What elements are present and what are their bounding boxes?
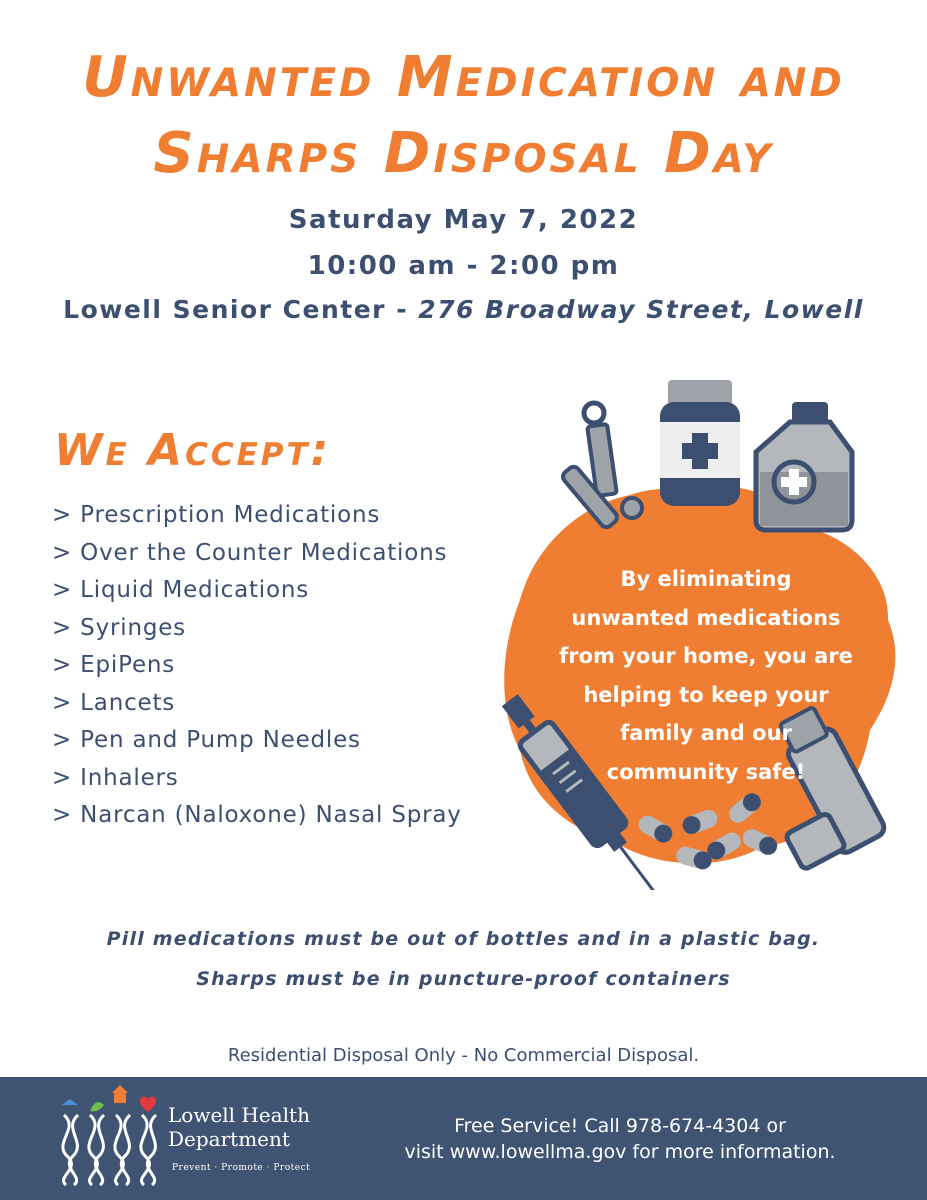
contact-info [340,1113,900,1165]
pill-note: Pill medications must be out of bottles and in a plastic bag. [106,928,821,950]
org-name [168,1103,310,1151]
event-time: 10:00 am - 2:00 pm [307,251,620,281]
accept-item: > EpiPens [52,652,176,678]
contact-line-1: Free Service! Call 978-674-4304 or [454,1115,786,1137]
accept-item: > Prescription Medications [52,502,381,528]
callout-text: By eliminating unwanted medications from your home, you are helping to keep your family and our community safe! [559,567,853,784]
footer-bar [0,1077,927,1200]
accept-list [52,497,462,835]
org-name-line-1: Lowell Health [168,1103,310,1127]
event-date: Saturday May 7, 2022 [288,205,639,235]
accept-item: > Over the Counter Medications [52,539,448,566]
accept-item: > Liquid Medications [52,577,310,603]
org-name-line-2: Department [168,1127,290,1151]
location-address: 276 Broadway Street, Lowell [418,295,864,324]
residential-note: Residential Disposal Only - No Commercial Disposal. [227,1045,700,1066]
accept-item: > Pen and Pump Needles [52,727,361,753]
title-line-1: Unwanted Medication and [82,45,845,110]
accept-item: > Narcan (Naloxone) Nasal Spray [52,802,462,828]
sharps-note: Sharps must be in puncture-proof containers [196,968,731,990]
accept-item: > Syringes [52,614,186,641]
accept-item: > Inhalers [52,764,179,791]
location-name: Lowell Senior Center - [63,295,419,324]
event-location [0,294,927,326]
health-department-logo [56,1085,166,1190]
title-line-2: Sharps Disposal Day [153,121,774,186]
accept-heading: We Accept: [54,425,332,476]
liquid-bottle-icon [756,402,852,530]
org-tagline: Prevent · Promote · Protect [172,1163,311,1173]
pill-bottle-icon [660,380,740,506]
accept-item: > Lancets [52,689,176,716]
contact-line-2: visit www.lowellma.gov for more information. [404,1141,836,1163]
